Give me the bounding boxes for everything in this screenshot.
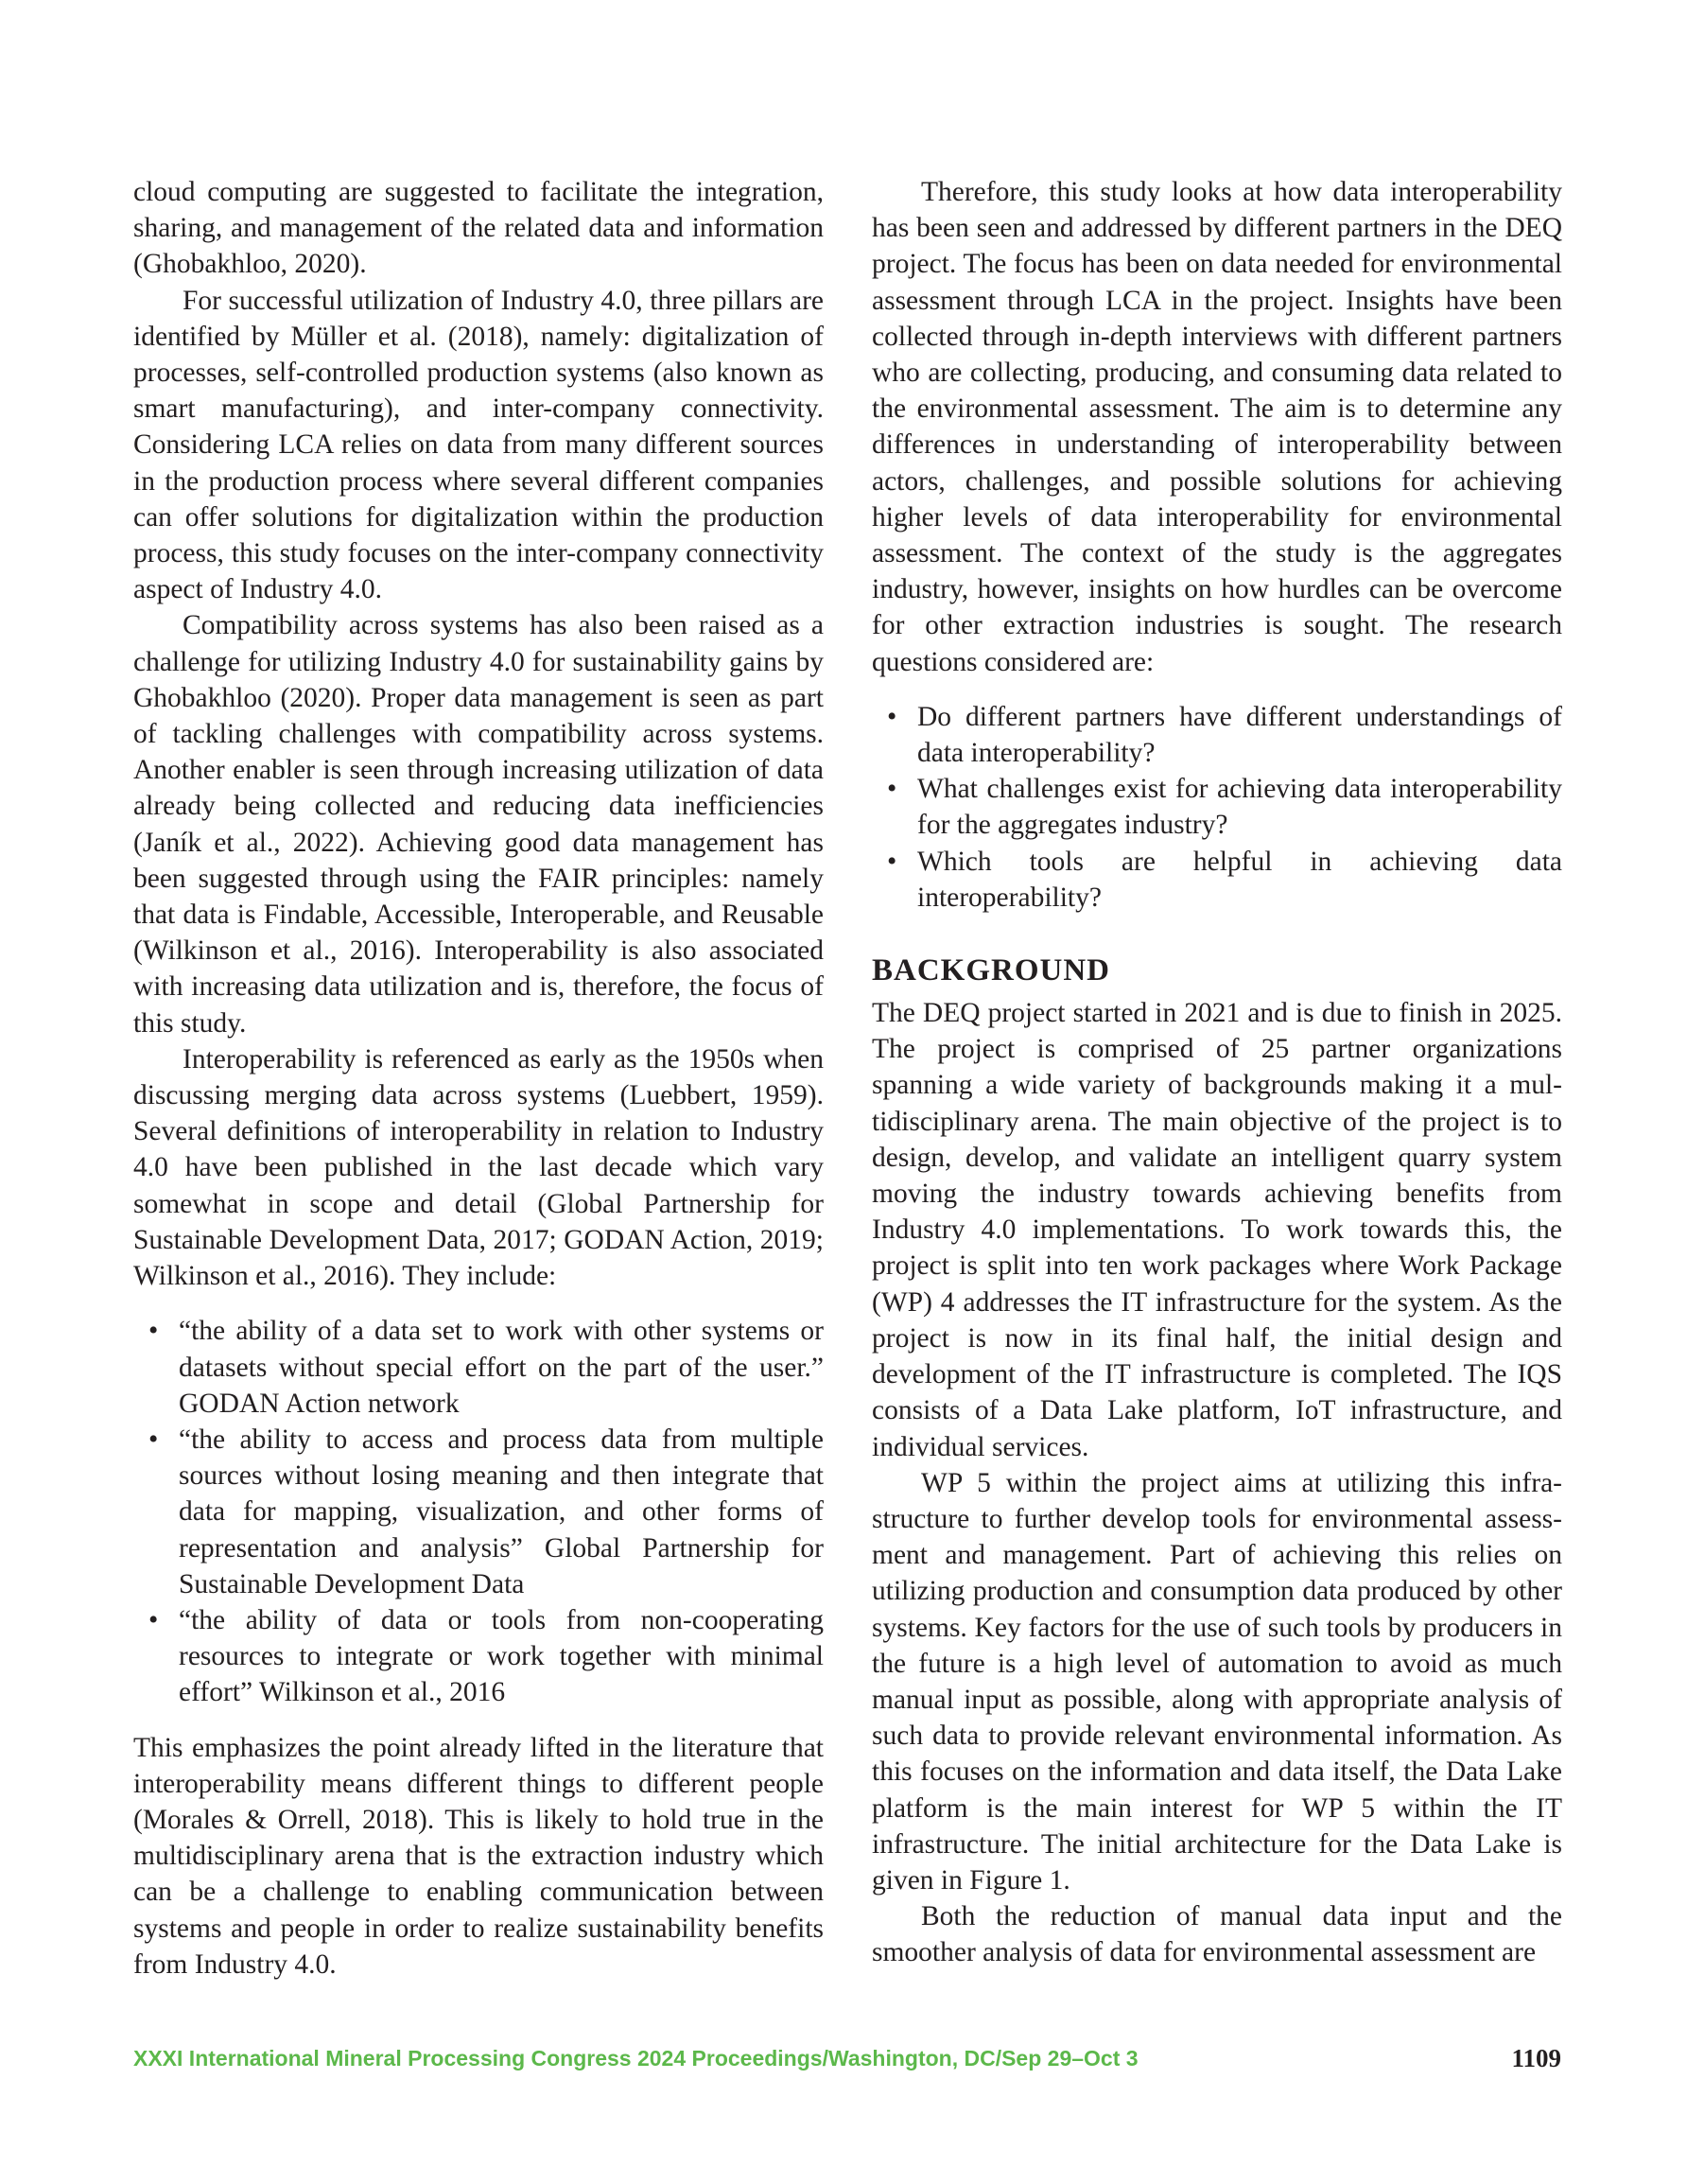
research-questions-list xyxy=(872,699,1562,916)
list-item-text: “the ability to access and process data from multiple sources without losing meaning and then integrate that data for mapping, visualization, and other forms of representation and analysis” Global Partnership for Sustainable Development Data xyxy=(179,1424,824,1599)
page-footer xyxy=(133,2046,1561,2084)
paragraph: The DEQ project started in 2021 and is due to finish in 2025. The project is comprised of 25 partner organizations spanning a wide variety of backgrounds making it a multidisciplinary arena. The main objective of the project is to design, develop, and validate an intelligent quarry system moving the industry towards achieving benefits from Industry 4.0 implementations. To work towards this, the project is split into ten work packages where Work Package (WP) 4 addresses the IT infrastructure for the system. As the project is now in its final half, the initial design and development of the IT infrastructure is completed. The IQS consists of a Data Lake platform, IoT infrastructure, and individual services. xyxy=(872,998,1562,1462)
list-item-text: “the ability of data or tools from non-cooperating resources to integrate or work together with minimal effort” Wilkinson et al., 2016 xyxy=(179,1604,824,1708)
paragraph: Interoperability is referenced as early as the 1950s when discussing merging data across systems (Luebbert, 1959). Several definitions of interoperability in relation to Industry 4.0 have been published in the last decade which vary somewhat in scope and detail (Global Partnership for Sustainable Development Data, 2017; GODAN Action, 2019; Wilkinson et al., 2016). They include: xyxy=(133,1043,824,1292)
bullet-icon: • xyxy=(148,1316,159,1347)
list-item-text: “the ability of a data set to work with other systems or datasets without special effort on the part of the user.” GODAN Action network xyxy=(179,1316,824,1419)
paragraph: Therefore, this study looks at how data interoperability has been seen and addressed by different partners in the DEQ project. The focus has been on data needed for environmental assessment through LCA in the project. Insights have been collected through in-depth interviews with different partners who are collecting, producing, and consuming data related to the environmental assessment. The aim is to determine any differences in understanding of interoperability between actors, challenges, and possible solutions for achieving higher levels of data interoperability for environmental assessment. The context of the study is the aggregates industry, however, insights on how hurdles can be overcome for other extraction industries is sought. The research questions considered are: xyxy=(872,177,1562,677)
right-column xyxy=(872,174,1562,1971)
bullet-icon: • xyxy=(148,1424,159,1455)
paragraph: Both the reduction of manual data input and the smoother analysis of data for environmental assessment are xyxy=(872,1901,1562,1968)
list-item-text: What challenges exist for achieving data interoperability for the aggregates industry? xyxy=(917,774,1562,841)
list-item xyxy=(148,1602,824,1711)
paragraph: This emphasizes the point already lifted in the literature that interoperability means different things to different people (Morales & Orrell, 2018). This is likely to hold true in the multidisciplinary arena that is the extraction industry which can be a challenge to enabling communication between systems and people in order to realize sustainability benefits from Industry 4.0. xyxy=(133,1732,824,1980)
definitions-list xyxy=(133,1313,824,1710)
list-item xyxy=(148,1313,824,1422)
list-item xyxy=(148,1422,824,1602)
list-item xyxy=(887,844,1562,916)
list-item xyxy=(887,771,1562,843)
paragraph: cloud computing are suggested to facilitate the integration, sharing, and management of the related data and information (Ghobakhloo, 2020). xyxy=(133,177,824,280)
bullet-icon: • xyxy=(148,1604,159,1635)
left-column xyxy=(133,174,824,1983)
section-heading: BACKGROUND xyxy=(872,953,1111,988)
paragraph: WP 5 within the project aims at utilizing this infrastructure to further develop tools for environmental assessment and management. Part of achieving this relies on utilizing production and consumption data produced by other systems. Key factors for the use of such tools by producers in the future is a high level of automation to avoid as much manual input as possible, along with appropriate analysis of such data to provide relevant environmental information. As this focuses on the information and data itself, the Data Lake platform is the main interest for WP 5 within the IT infrastructure. The initial architecture for the Data Lake is given in Figure 1. xyxy=(872,1467,1562,1896)
paragraph: Compatibility across systems has also been raised as a challenge for utilizing Industry 4.0 for sustainability gains by Ghobakhloo (2020). Proper data management is seen as part of tackling challenges with compatibility across systems. Another enabler is seen through increasing utilization of data already being collected and reducing data inefficiencies (Janík et al., 2022). Achieving good data management has been suggested through using the FAIR principles: namely that data is Findable, Accessible, Interoperable, and Reusable (Wilkinson et al., 2016). Interoperability is also associated with increasing data utilization and is, therefore, the focus of this study. xyxy=(133,610,824,1039)
page-number: 1109 xyxy=(1511,2044,1561,2072)
list-item-text: Do different partners have different understandings of data interoperability? xyxy=(917,701,1562,769)
bullet-icon: • xyxy=(887,701,897,732)
footer-text: XXXI International Mineral Processing Congress 2024 Proceedings/Washington, DC/Sep 29–Oct 3 xyxy=(133,2046,1139,2070)
paragraph: For successful utilization of Industry 4.0, three pillars are identified by Müller et al. (2018), namely: digitalization of processes, self-controlled production systems (also known as smart manufacturing), and inter-company connectivity. Considering LCA relies on data from many different sources in the production process where several different companies can offer solutions for digitalization within the production process, this study focuses on the inter-company connectivity aspect of Industry 4.0. xyxy=(133,285,824,605)
list-item-text: Which tools are helpful in achieving data interoperability? xyxy=(917,846,1562,913)
bullet-icon: • xyxy=(887,774,897,805)
list-item xyxy=(887,699,1562,771)
bullet-icon: • xyxy=(887,846,897,877)
